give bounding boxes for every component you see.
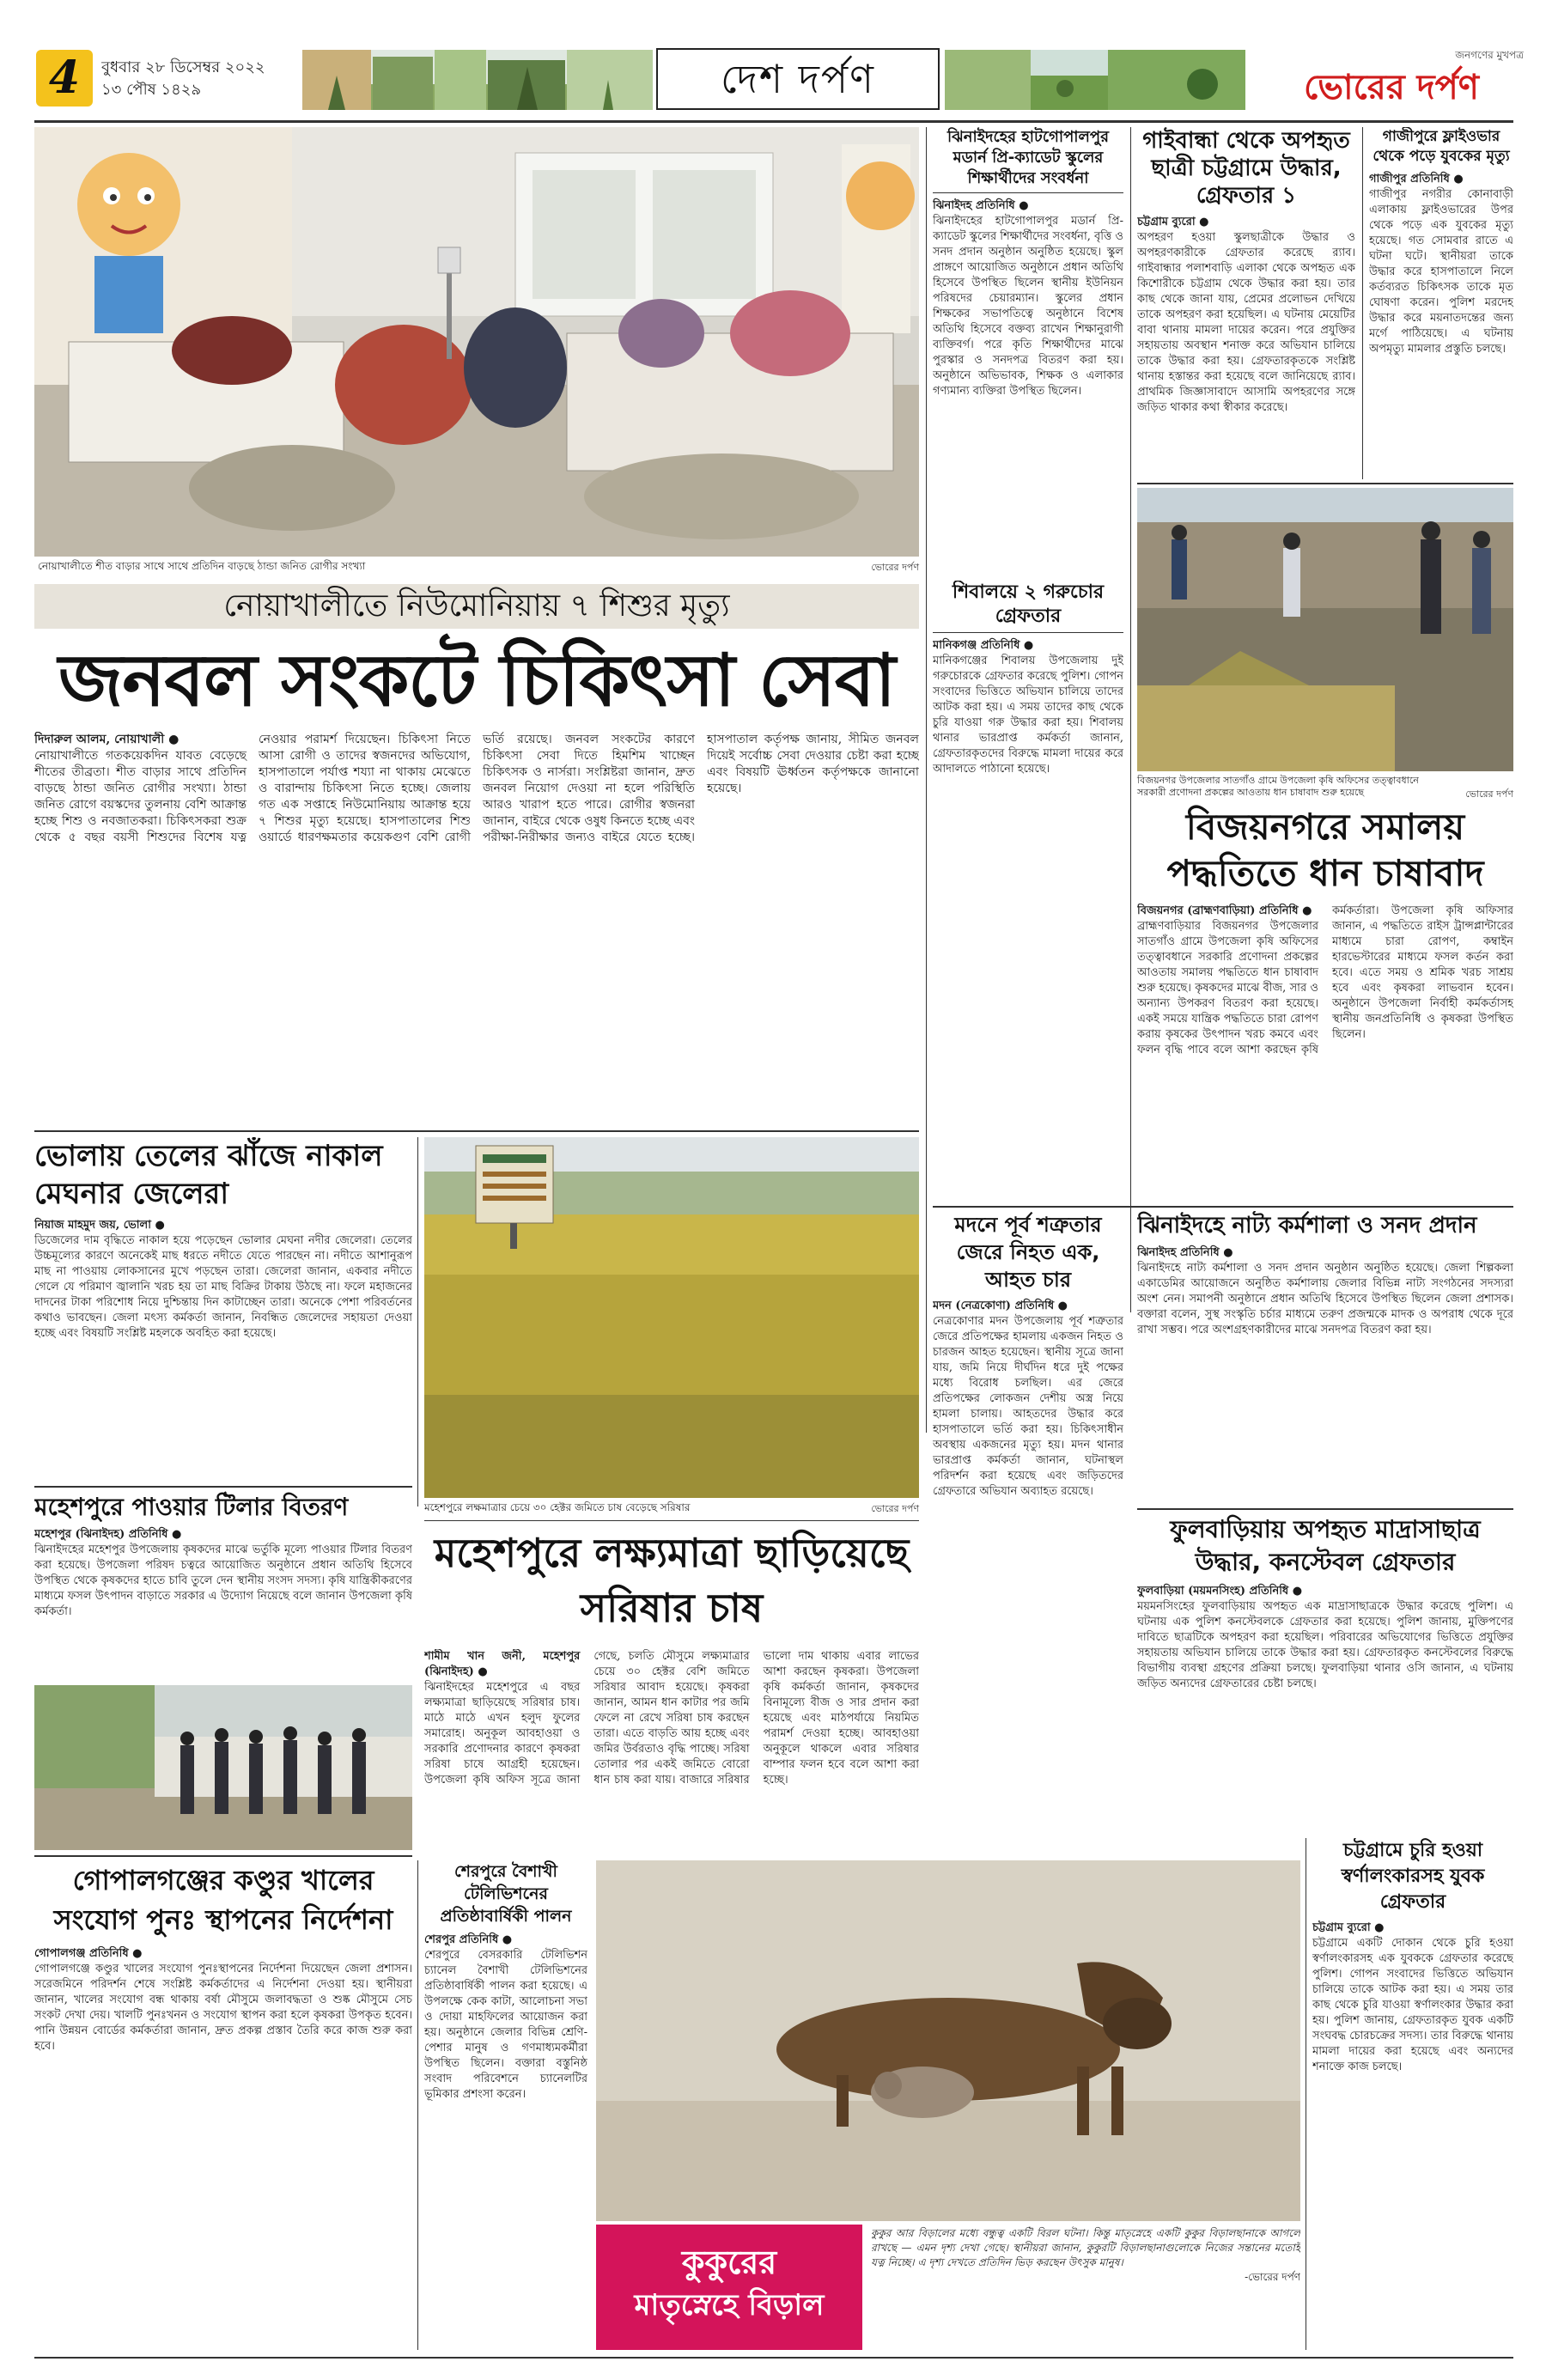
paper-logo: [1254, 48, 1529, 112]
paper-name: ভোরের দর্পণ: [1304, 68, 1479, 107]
gopalganj-headline: গোপালগঞ্জের কণ্ডুর খালের সংযোগ পুনঃ স্থাপনের নির্দেশনা: [53, 1864, 393, 1936]
tiller-photo: [34, 1685, 412, 1850]
lead-body-text: নোয়াখালীতে গতকয়েকদিন যাবত বেড়েছে শীতের তীব্রতা। শীত বাড়ার সাথে প্রতিদিন বাড়ছে ঠান্ডা জনিত রোগীর সংখ্যা। ঠান্ডা জনিত রোগে বয়স্কদের তুলনায় বেশি আক্রান্ত হচ্ছে শিশু ও নবজাতকরা। চিকিৎসকরা শুক্র থেকে ৫ বছর বয়সী শিশুদের বিশেষ যত্ন নেওয়ার পরামর্শ দিয়েছেন। চিকিৎসা নিতে আসা রোগী ও তাদের স্বজনদের অভিযোগ, হাসপাতালে পর্যাপ্ত শয্যা না থাকায় মেঝেতে ও বারান্দায় চিকিৎসা নিতে হচ্ছে। জেলায় গত এক সপ্তাহে নিউমোনিয়ায় আক্রান্ত হয়ে ৭ শিশুর মৃত্যু হয়েছে। হাসপাতালের শিশু ওয়ার্ডে ধারণক্ষমতার কয়েকগুণ বেশি রোগী ভর্তি রয়েছে। জনবল সংকটের কারণে চিকিৎসা সেবা দিতে হিমশিম খাচ্ছেন চিকিৎসক ও নার্সরা। সংশ্লিষ্টরা জানান, দ্রুত জনবল নিয়োগ দেওয়া না হলে পরিস্থিতি আরও খারাপ হতে পারে। রোগীর স্বজনরা জানান, বাইরে থেকে ওষুধ কিনতে হচ্ছে এবং পরীক্ষা-নিরীক্ষার জন্যও বাইরে যেতে হচ্ছে। হাসপাতাল কর্তৃপক্ষ জানায়, সীমিত জনবল দিয়েই সর্বোচ্চ সেবা দেওয়ার চেষ্টা করা হচ্ছে এবং বিষয়টি ঊর্ধ্বতন কর্তৃপক্ষকে জানানো হয়েছে।: [34, 733, 919, 844]
masthead-photo-strip-left: [302, 50, 653, 110]
bijoynagar-body-text: ব্রাহ্মণবাড়িয়ার বিজয়নগর উপজেলার সাতগাঁও গ্রামে উপজেলা কৃষি অফিসের তত্ত্বাবধানে সরকারি প্রণোদনা প্রকল্পের আওতায় সমালয় পদ্ধতিতে ধান চাষাবাদ শুরু হয়েছে। কৃষকদের মাঝে বীজ, সার ও অন্যান্য উপকরণ বিতরণ করা হয়েছে। একই সময়ে যান্ত্রিক পদ্ধতিতে চারা রোপণ করায় কৃষকের উৎপাদন খরচ কমবে এবং ফলন বৃদ্ধি পাবে বলে আশা করছেন কৃষি কর্মকর্তারা। উপজেলা কৃষি অফিসার জানান, এ পদ্ধতিতে রাইস ট্রান্সপ্লান্টারের মাধ্যমে চারা রোপণ, কম্বাইন হারভেস্টারের মাধ্যমে ফসল কর্তন করা হবে। এতে সময় ও শ্রমিক খরচ সাশ্রয় হবে এবং কৃষকরা লাভবান হবেন। অনুষ্ঠানে উপজেলা নির্বাহী কর্মকর্তাসহ স্থানীয় জনপ্রতিনিধি ও কৃষকরা উপস্থিত ছিলেন।: [1137, 904, 1513, 1056]
gazipur-headline: গাজীপুরে ফ্লাইওভার থেকে পড়ে যুবকের মৃত্যু: [1373, 128, 1510, 165]
jhenaidah-school-body: ঝিনাইদহের হাটগোপালপুর মডার্ন প্রি-ক্যাডেট স্কুলের শিক্ষার্থীদের সংবর্ধনা, বৃত্তি ও সনদ প্রদান অনুষ্ঠান অনুষ্ঠিত হয়েছে। স্কুল প্রাঙ্গণে আয়োজিত অনুষ্ঠানে প্রধান অতিথি হিসেবে উপস্থিত ছিলেন স্থানীয় ইউনিয়ন পরিষদের চেয়ারম্যান। স্কুলের প্রধান শিক্ষকের সভাপতিত্বে অনুষ্ঠানে বিশেষ অতিথি হিসেবে বক্তব্য রাখেন শিক্ষানুরাগী ব্যক্তিবর্গ। পরে কৃতি শিক্ষার্থীদের মাঝে পুরস্কার ও সনদপত্র বিতরণ করা হয়। অনুষ্ঠানে অভিভাবক, শিক্ষক ও এলাকার গণ্যমান্য ব্যক্তিরা উপস্থিত ছিলেন।: [933, 215, 1123, 398]
rule-gopalganj-top: [34, 1855, 412, 1857]
mustard-body-text: ঝিনাইদহের মহেশপুরে এ বছর লক্ষ্যমাত্রা ছাড়িয়েছে সরিষার চাষ। মাঠে মাঠে এখন হলুদ ফুলের সমারোহ। অনুকূল আবহাওয়া ও সরকারি প্রণোদনার কারণে কৃষকরা সরিষা চাষে আগ্রহী হয়েছেন। উপজেলা কৃষি অফিস সূত্রে জানা গেছে, চলতি মৌসুমে লক্ষ্যমাত্রার চেয়ে ৩০ হেক্টর বেশি জমিতে সরিষার আবাদ হয়েছে। কৃষকরা জানান, আমন ধান কাটার পর জমি ফেলে না রেখে সরিষা চাষ করছেন তারা। এতে বাড়তি আয় হচ্ছে এবং জমির উর্বরতাও বৃদ্ধি পাচ্ছে। সরিষা তোলার পর একই জমিতে বোরো ধান চাষ করা যায়। বাজারে সরিষার ভালো দাম থাকায় এবার লাভের আশা করছেন কৃষকরা। উপজেলা কৃষি কর্মকর্তা জানান, কৃষকদের বিনামূল্যে বীজ ও সার প্রদান করা হয়েছে এবং মাঠপর্যায়ে নিয়মিত পরামর্শ দেওয়া হচ্ছে। আবহাওয়া অনুকূলে থাকলে এবার সরিষার বাম্পার ফলন হবে বলে আশা করা হচ্ছে।: [424, 1650, 919, 1787]
tiller-byline: মহেশপুর (ঝিনাইদহ) প্রতিনিধি ●: [34, 1528, 182, 1541]
lead-byline: দিদারুল আলম, নোয়াখালী ●: [34, 733, 180, 746]
section-title: দেশ দর্পণ: [721, 56, 875, 102]
masthead-rule: [34, 120, 1513, 123]
madan-byline: মদন (নেত্রকোণা) প্রতিনিধি ●: [933, 1300, 1068, 1312]
bijoynagar-body: [1137, 904, 1513, 1201]
madan-body: নেত্রকোণার মদন উপজেলায় পূর্ব শত্রুতার জেরে প্রতিপক্ষের হামলায় একজন নিহত ও চারজন আহত হয়েছেন। স্থানীয় সূত্রে জানা যায়, জমি নিয়ে দীর্ঘদিন ধরে দুই পক্ষের মধ্যে বিরোধ চলছিল। এর জেরে প্রতিপক্ষের লোকজন দেশীয় অস্ত্র নিয়ে হামলা চালায়। আহতদের উদ্ধার করে হাসপাতালে ভর্তি করা হয়। চিকিৎসাধীন অবস্থায় একজনের মৃত্যু হয়। মদন থানার ভারপ্রাপ্ত কর্মকর্তা জানান, ঘটনাস্থল পরিদর্শন করা হয়েছে এবং জড়িতদের গ্রেফতারে অভিযান অব্যাহত রয়েছে।: [933, 1315, 1123, 1498]
mustard-body: [424, 1649, 919, 1855]
cat-dog-label-box: [596, 2225, 862, 2350]
gazipur-story: [1369, 127, 1513, 479]
chattogram-gold-body: চট্টগ্রামে একটি দোকান থেকে চুরি হওয়া স্বর্ণালংকারসহ এক যুবককে গ্রেফতার করেছে পুলিশ। গোপন সংবাদের ভিত্তিতে অভিযান চালিয়ে তাকে আটক করা হয়। এ সময় তার কাছ থেকে চুরি যাওয়া স্বর্ণালংকার উদ্ধার করা হয়। পুলিশ জানায়, গ্রেফতারকৃত যুবক একটি সংঘবদ্ধ চোরচক্রের সদস্য। তার বিরুদ্ধে থানায় মামলা দায়ের করা হয়েছে এবং অন্যদের শনাক্তে কাজ চলছে।: [1312, 1937, 1513, 2073]
bijoynagar-photo-credit: ভোরের দর্পণ: [1465, 788, 1513, 800]
cat-dog-photo: [596, 1860, 1300, 2221]
gaibandha-story: [1137, 127, 1355, 479]
date-block: [101, 57, 299, 105]
bijoynagar-photo-caption: বিজয়নগর উপজেলার সাতগাঁও গ্রামে উপজেলা কৃষি অফিসের তত্ত্বাবধানে সরকারী প্রণোদনা প্রকল্পের আওতায় ধান চাষাবাদ শুরু হয়েছে: [1137, 775, 1419, 798]
section-title-box: [656, 48, 940, 110]
sherpur-headline: শেরপুরে বৈশাখী টেলিভিশনের প্রতিষ্ঠাবার্ষিকী পালন: [440, 1862, 572, 1926]
rule-lead-bottom: [34, 1130, 919, 1132]
tiller-body: ঝিনাইদহের মহেশপুর উপজেলায় কৃষকদের মাঝে ভর্তুকি মূল্যে পাওয়ার টিলার বিতরণ করা হয়েছে। উপজেলা পরিষদ চত্বরে আয়োজিত অনুষ্ঠানে প্রধান অতিথি হিসেবে উপস্থিত থেকে কৃষকদের হাতে চাবি তুলে দেন স্থানীয় সংসদ সদস্য। কৃষি যান্ত্রিকীকরণের মাধ্যমে ফসল উৎপাদন বাড়াতে সরকার এ উদ্যোগ নিয়েছে বলে জানান উপজেলা কৃষি কর্মকর্তা।: [34, 1543, 412, 1618]
gopalganj-body: [34, 1946, 412, 2350]
mustard-byline: শামীম খান জনী, মহেশপুর (ঝিনাইদহ) ●: [424, 1650, 581, 1678]
bijoynagar-byline: বিজয়নগর (ব্রাহ্মণবাড়িয়া) প্রতিনিধি ●: [1137, 904, 1312, 917]
chattogram-gold-story: [1312, 1838, 1513, 2350]
natya-headline: ঝিনাইদহে নাট্য কর্মশালা ও সনদ প্রদান: [1137, 1213, 1477, 1239]
masthead: [0, 0, 1546, 119]
shibaloy-byline: মানিকগঞ্জ প্রতিনিধি ●: [933, 639, 1034, 652]
mustard-photo: [424, 1137, 919, 1498]
cat-dog-body-text: কুকুর আর বিড়ালের মধ্যে বন্ধুত্ব একটি বিরল ঘটনা। কিন্তু মাতৃস্নেহে একটি কুকুর বিড়ালছানাকে আগলে রাখছে — এমন দৃশ্য দেখা গেছে। স্থানীয়রা জানান, কুকুরটি বিড়ালছানাগুলোকে নিজের সন্তানের মতোই যত্ন নিচ্ছে। এ দৃশ্য দেখতে প্রতিদিন ভিড় করছেন উৎসুক মানুষ।: [871, 2227, 1300, 2268]
chattogram-gold-byline: চট্টগ্রাম ব্যুরো ●: [1312, 1921, 1385, 1934]
jhenaidah-school-byline: ঝিনাইদহ প্রতিনিধি ●: [933, 199, 1029, 212]
lead-body: [34, 732, 919, 1125]
date-line-1: বুধবার ২৮ ডিসেম্বর ২০২২: [101, 58, 265, 76]
rule-v-col2: [926, 127, 927, 1433]
lead-photo-credit: ভোরের দর্পণ: [871, 562, 919, 573]
cat-dog-label-line2: মাতৃস্নেহে বিড়াল: [634, 2288, 825, 2322]
bhola-body: ডিজেলের দাম বৃদ্ধিতে নাকাল হয়ে পড়েছেন ভোলার মেঘনা নদীর জেলেরা। তেলের উচ্চমূল্যের কারণে অনেকেই মাছ ধরতে নদীতে যেতে পারছেন না। নদীতে আশানুরূপ মাছ না পাওয়ায় লোকসানের মুখে পড়ছেন তারা। জেলেরা জানান, একবার নদীতে গেলে যে পরিমাণ জ্বালানি খরচ হয় তা মাছ বিক্রির টাকায় উঠছে না। ফলে মহাজনের দাদনের টাকা পরিশোধ নিয়ে দুশ্চিন্তায় দিন কাটাচ্ছেন তারা। অনেকে পেশা পরিবর্তনের কথাও ভাবছেন। জেলা মৎস্য কর্মকর্তা জানান, নিবন্ধিত জেলেদের সহায়তা দেওয়া হচ্ছে এবং বিষয়টি সংশ্লিষ্ট মহলকে অবহিত করা হয়েছে।: [34, 1234, 412, 1340]
shibaloy-headline: শিবালয়ে ২ গরুচোর গ্রেফতার: [933, 581, 1123, 633]
rule-mustard-story-top: [424, 1520, 919, 1521]
gaibandha-headline: গাইবান্ধা থেকে অপহৃত ছাত্রী চট্টগ্রামে উদ্ধার, গ্রেফতার ১: [1142, 128, 1350, 209]
natya-byline: ঝিনাইদহ প্রতিনিধি ●: [1137, 1246, 1233, 1259]
lead-headline: জনবল সংকটে চিকিৎসা সেবা: [58, 638, 895, 722]
masthead-photo-strip-right: [945, 50, 1245, 110]
gopalganj-byline: গোপালগঞ্জ প্রতিনিধি ●: [34, 1947, 143, 1960]
jhenaidah-school-story: [933, 127, 1123, 574]
madan-headline: মদনে পূর্ব শত্রুতার জেরে নিহত এক, আহত চার: [954, 1213, 1102, 1292]
shibaloy-body: মানিকগঞ্জের শিবালয় উপজেলায় দুই গরুচোরকে গ্রেফতার করেছে পুলিশ। গোপন সংবাদের ভিত্তিতে অভিযান চালিয়ে তাদের আটক করা হয়। এ সময় তাদের কাছ থেকে চুরি যাওয়া গরু উদ্ধার করা হয়। শিবালয় থানার ভারপ্রাপ্ত কর্মকর্তা জানান, গ্রেফতারকৃতদের বিরুদ্ধে মামলা দায়ের করে আদালতে পাঠানো হয়েছে।: [933, 654, 1123, 776]
rule-v-col3: [1130, 127, 1131, 1312]
lead-kicker: নোয়াখালীতে নিউমোনিয়ায় ৭ শিশুর মৃত্যু: [223, 588, 730, 624]
bhola-headline: ভোলায় তেলের ঝাঁজে নাকাল মেঘনার জেলেরা: [34, 1139, 383, 1211]
sherpur-story: [424, 1860, 587, 2350]
bijoynagar-headline: বিজয়নগরে সমালয় পদ্ধতিতে ধান চাষাবাদ: [1166, 806, 1484, 894]
rule-madan-top: [933, 1206, 1513, 1208]
rule-v-col4: [1362, 127, 1363, 479]
shibaloy-story: [933, 581, 1123, 1130]
gazipur-body: গাজীপুর নগরীর কোনাবাড়ী এলাকায় ফ্লাইওভারের উপর থেকে পড়ে এক যুবকের মৃত্যু হয়েছে। গত সোমবার রাতে এ ঘটনা ঘটে। স্থানীয়রা তাকে উদ্ধার করে হাসপাতালে নিলে কর্তব্যরত চিকিৎসক তাকে মৃত ঘোষণা করেন। পুলিশ মরদেহ উদ্ধার করে ময়নাতদন্তের জন্য মর্গে পাঠিয়েছে। এ ঘটনায় অপমৃত্যু মামলার প্রস্তুতি চলছে।: [1369, 188, 1513, 356]
gopalganj-body-text: গোপালগঞ্জে কণ্ডুর খালের সংযোগ পুনঃস্থাপনের নির্দেশনা দিয়েছেন জেলা প্রশাসন। সরেজমিনে পরিদর্শন শেষে সংশ্লিষ্ট কর্মকর্তাদের এ নির্দেশনা দেওয়া হয়। স্থানীয়রা জানান, খালের সংযোগ বন্ধ থাকায় বর্ষা মৌসুমে জলাবদ্ধতা ও শুষ্ক মৌসুমে সেচ সংকট দেখা দেয়। খালটি পুনঃখনন ও সংযোগ স্থাপন করা হলে কৃষকরা উপকৃত হবেন। পানি উন্নয়ন বোর্ডের কর্মকর্তারা জানান, দ্রুত প্রকল্প প্রস্তাব তৈরি করে কাজ শুরু করা হবে।: [34, 1963, 412, 2053]
paper-tag: জনগণের মুখপত্র: [1455, 49, 1524, 61]
gaibandha-body: অপহরণ হওয়া স্কুলছাত্রীকে উদ্ধার ও অপহরণকারীকে গ্রেফতার করেছে র‌্যাব। গাইবান্ধার পলাশবাড়ি এলাকা থেকে অপহৃত এক কিশোরীকে চট্টগ্রাম থেকে উদ্ধার করা হয়। তার কাছ থেকে জানা যায়, প্রেমের প্রলোভন দেখিয়ে তাকে অপহরণ করা হয়েছিল। এ ঘটনায় মেয়েটির বাবা থানায় মামলা দায়ের করেন। পরে প্রযুক্তির সহায়তায় অবস্থান শনাক্ত করে অভিযান চালিয়ে তাকে উদ্ধার করা হয়। গ্রেফতারকৃতকে সংশ্লিষ্ট থানায় হস্তান্তর করা হয়েছে বলে জানিয়েছে র‌্যাব। প্রাথমিক জিজ্ঞাসাবাদে আসামি অপহরণের সঙ্গে জড়িত থাকার কথা স্বীকার করেছে।: [1137, 231, 1355, 414]
sherpur-body: শেরপুরে বেসরকারি টেলিভিশন চ্যানেল বৈশাখী টেলিভিশনের প্রতিষ্ঠাবার্ষিকী পালন করা হয়েছে। এ উপলক্ষে কেক কাটা, আলোচনা সভা ও দোয়া মাহফিলের আয়োজন করা হয়। অনুষ্ঠানে জেলার বিভিন্ন শ্রেণি-পেশার মানুষ ও গণমাধ্যমকর্মীরা উপস্থিত ছিলেন। বক্তারা বস্তুনিষ্ঠ সংবাদ পরিবেশনে চ্যানেলটির ভূমিকার প্রশংসা করেন।: [424, 1949, 587, 2101]
rule-bijoynagar-top: [1137, 483, 1513, 484]
mustard-headline: মহেশপুরে লক্ষ্যমাত্রা ছাড়িয়েছে সরিষার চাষ: [434, 1530, 910, 1631]
bhola-story: [34, 1137, 412, 1481]
natya-story: [1137, 1211, 1513, 1503]
gaibandha-byline: চট্টগ্রাম ব্যুরো ●: [1137, 216, 1209, 228]
mustard-photo-caption: মহেশপুরে লক্ষমাত্রার চেয়ে ৩০ হেক্টর জমিতে চাষ বেড়েছে সরিষার: [424, 1501, 691, 1513]
natya-body: ঝিনাইদহে নাট্য কর্মশালা ও সনদ প্রদান অনুষ্ঠান অনুষ্ঠিত হয়েছে। জেলা শিল্পকলা একাডেমির আয়োজনে অনুষ্ঠিত কর্মশালায় জেলার বিভিন্ন নাট্য সংগঠনের সদস্যরা অংশ নেন। সমাপনী অনুষ্ঠানে প্রধান অতিথি হিসেবে উপস্থিত ছিলেন জেলা প্রশাসক। বক্তারা বলেন, সুস্থ সংস্কৃতি চর্চার মাধ্যমে তরুণ প্রজন্মকে মাদক ও অপরাধ থেকে দূরে রাখা সম্ভব। পরে অংশগ্রহণকারীদের মাঝে সনদপত্র বিতরণ করা হয়।: [1137, 1262, 1513, 1336]
fulbaria-body: ময়মনসিংহের ফুলবাড়িয়ায় অপহৃত এক মাদ্রাসাছাত্রকে উদ্ধার করেছে পুলিশ। এ ঘটনায় এক পুলিশ কনস্টেবলকে গ্রেফতার করা হয়েছে। পুলিশ জানায়, মুক্তিপণের দাবিতে ছাত্রটিকে অপহরণ করা হয়েছিল। পরিবারের অভিযোগের ভিত্তিতে প্রযুক্তির সহায়তায় অভিযান চালিয়ে তাকে উদ্ধার করা হয়। গ্রেফতারকৃত কনস্টেবলের বিরুদ্ধে বিভাগীয় ব্যবস্থা গ্রহণের প্রক্রিয়া চলছে। ফুলবাড়িয়া থানার ওসি জানান, এ ঘটনায় জড়িত অন্যদের গ্রেফতারের চেষ্টা চলছে।: [1137, 1600, 1513, 1690]
lead-kicker-band: [34, 584, 919, 629]
date-line-2: ১৩ পৌষ ১৪২৯: [101, 81, 202, 99]
cat-dog-label-line1: কুকুরের: [681, 2243, 777, 2281]
page-bottom-rule: [34, 2357, 1513, 2359]
chattogram-gold-headline: চট্টগ্রামে চুরি হওয়া স্বর্ণালংকারসহ যুবক গ্রেফতার: [1341, 1840, 1485, 1913]
tiller-story: [34, 1491, 412, 1680]
fulbaria-byline: ফুলবাড়িয়া (ময়মনসিংহ) প্রতিনিধি ●: [1137, 1585, 1303, 1598]
cat-dog-body: [871, 2226, 1300, 2350]
gazipur-byline: গাজীপুর প্রতিনিধি ●: [1369, 173, 1464, 186]
rule-v-sherpur: [417, 1860, 418, 2350]
page-number: 4: [36, 50, 93, 107]
cat-dog-credit: -ভোরের দর্পণ: [1245, 2271, 1300, 2283]
mustard-photo-credit: ভোরের দর্পণ: [871, 1503, 919, 1514]
fulbaria-headline: ফুলবাড়িয়ায় অপহৃত মাদ্রাসাছাত্র উদ্ধার, কনস্টেবল গ্রেফতার: [1170, 1515, 1481, 1576]
lead-photo: [34, 127, 919, 557]
bhola-byline: নিয়াজ মাহমুদ জয়, ভোলা ●: [34, 1219, 165, 1232]
rule-v-mustard: [417, 1137, 418, 1507]
fulbaria-story: [1137, 1513, 1513, 1831]
sherpur-byline: শেরপুর প্রতিনিধি ●: [424, 1933, 513, 1946]
jhenaidah-school-headline: ঝিনাইদহের হাটগোপালপুর মডার্ন প্রি-ক্যাডেট স্কুলের শিক্ষার্থীদের সংবর্ধনা: [933, 127, 1123, 193]
bijoynagar-photo: [1137, 488, 1513, 771]
madan-story: [933, 1211, 1123, 1933]
rule-tiller-top: [34, 1486, 412, 1488]
lead-photo-caption: নোয়াখালীতে শীত বাড়ার সাথে সাথে প্রতিদিন বাড়ছে ঠান্ডা জনিত রোগীর সংখ্যা: [38, 560, 366, 572]
rule-fulbaria-top: [1137, 1508, 1513, 1510]
tiller-headline: মহেশপুরে পাওয়ার টিলার বিতরণ: [34, 1493, 349, 1521]
